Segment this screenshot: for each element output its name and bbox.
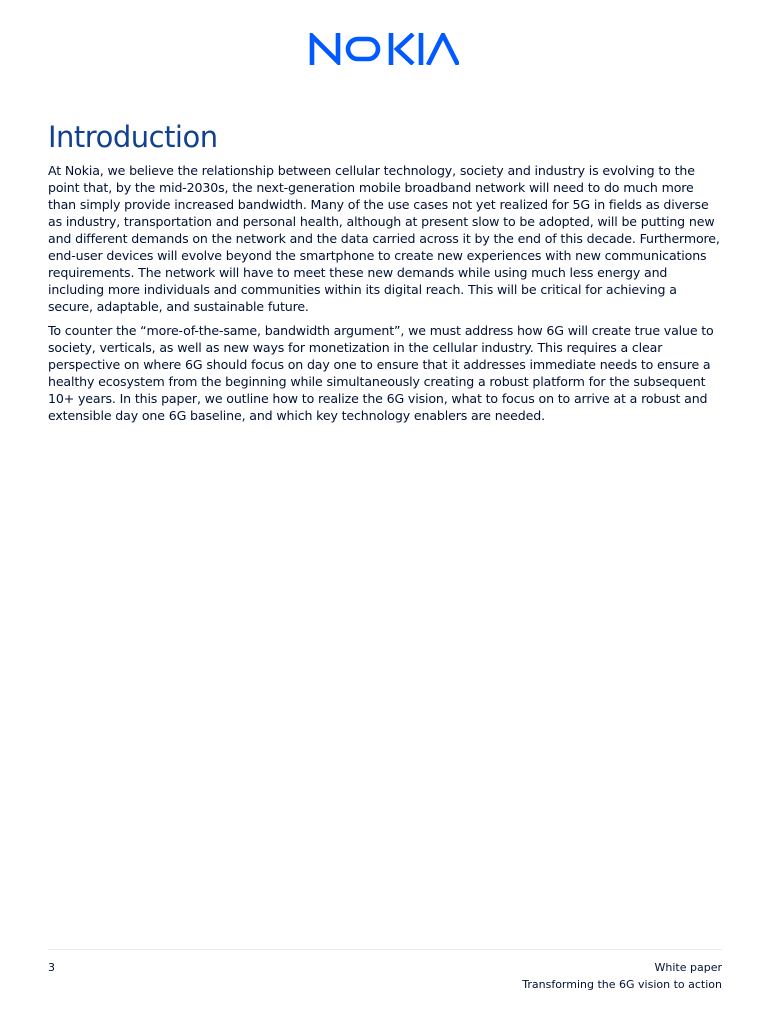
intro-paragraph-2: To counter the “more-of-the-same, bandwidth argument”, we must address how 6G will create true value to society, verticals, as well as new ways for monetization in the cellular industry. This requires a clear perspective on where 6G should focus on day one to ensure that it addresses immediate needs to ensure a healthy ecosystem from the beginning while simultaneously creating a robust platform for the subsequent 10+ years. In this paper, we outline how to realize the 6G vision, what to focus on to arrive at a robust and extensible day one 6G baseline, and which key technology enablers are needed.	[48, 323, 714, 423]
nokia-logo	[309, 33, 459, 65]
intro-paragraph-1: At Nokia, we believe the relationship between cellular technology, society and industry is evolving to the point that, by the mid-2030s, the next-generation mobile broadband network will need to do much more than simply provide increased bandwidth. Many of the use cases not yet realized for 5G in fields as diverse as industry, transportation and personal health, although at present slow to be adopted, will be putting new and different demands on the network and the data carried across it by the end of this decade. Furthermore, end-user devices will evolve beyond the smartphone to create new experiences with new communications requirements. The network will have to meet these new demands while using much less energy and including more individuals and communities within its digital reach. This will be critical for achieving a secure, adaptable, and sustainable future.	[48, 163, 720, 314]
footer-divider	[48, 949, 722, 950]
footer-doc-title: Transforming the 6G vision to action	[522, 978, 722, 991]
section-title: Introduction	[48, 120, 218, 154]
footer-doc-type: White paper	[654, 961, 722, 974]
page-number: 3	[48, 961, 55, 974]
footer-doc-info	[522, 959, 722, 993]
body-text	[48, 162, 720, 431]
